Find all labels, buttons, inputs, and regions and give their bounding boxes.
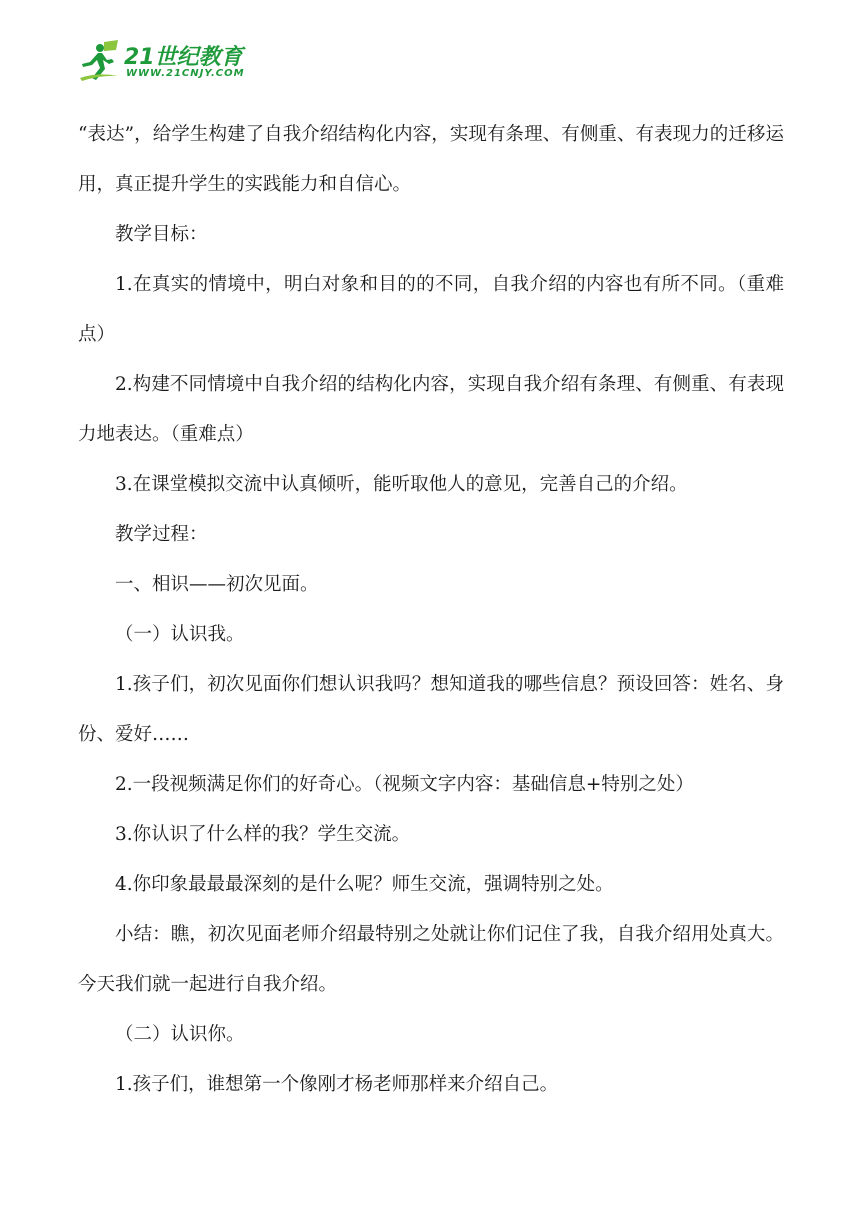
paragraph: 4.你印象最最最深刻的是什么呢？师生交流，强调特别之处。 <box>115 874 614 895</box>
paragraph: （二）认识你。 <box>115 1024 245 1045</box>
logo-url: WWW.21CNJY.COM <box>126 68 245 79</box>
site-logo <box>78 38 248 84</box>
paragraph: 一、相识——初次见面。 <box>115 574 319 595</box>
logo-title: 21世纪教育 <box>124 45 243 70</box>
paragraph: 1.在真实的情境中，明白对象和目的的不同，自我介绍的内容也有所不同。（重难点） <box>78 274 784 345</box>
paragraph: 教学过程： <box>115 524 208 545</box>
paragraph: 2.构建不同情境中自我介绍的结构化内容，实现自我介绍有条理、有侧重、有表现力地表达。（重难点） <box>78 374 784 445</box>
paragraph: （一）认识我。 <box>115 624 245 645</box>
paragraph: 3.你认识了什么样的我？学生交流。 <box>115 824 411 845</box>
paragraph: 1.孩子们，初次见面你们想认识我吗？想知道我的哪些信息？预设回答：姓名、身份、爱好…… <box>78 674 784 745</box>
paragraph: 教学目标： <box>115 224 208 245</box>
document-body <box>78 110 784 1110</box>
paragraph: 小结：瞧，初次见面老师介绍最特别之处就让你们记住了我，自我介绍用处真大。今天我们就一起进行自我介绍。 <box>78 924 784 995</box>
paragraph: 3.在课堂模拟交流中认真倾听，能听取他人的意见，完善自己的介绍。 <box>115 474 688 495</box>
paragraph: 2.一段视频满足你们的好奇心。（视频文字内容：基础信息+特别之处） <box>115 774 694 795</box>
paragraph: “表达”，给学生构建了自我介绍结构化内容，实现有条理、有侧重、有表现力的迁移运用，真正提升学生的实践能力和自信心。 <box>78 124 784 195</box>
paragraph: 1.孩子们，谁想第一个像刚才杨老师那样来介绍自己。 <box>115 1074 559 1095</box>
runner-logo-icon <box>78 38 126 84</box>
